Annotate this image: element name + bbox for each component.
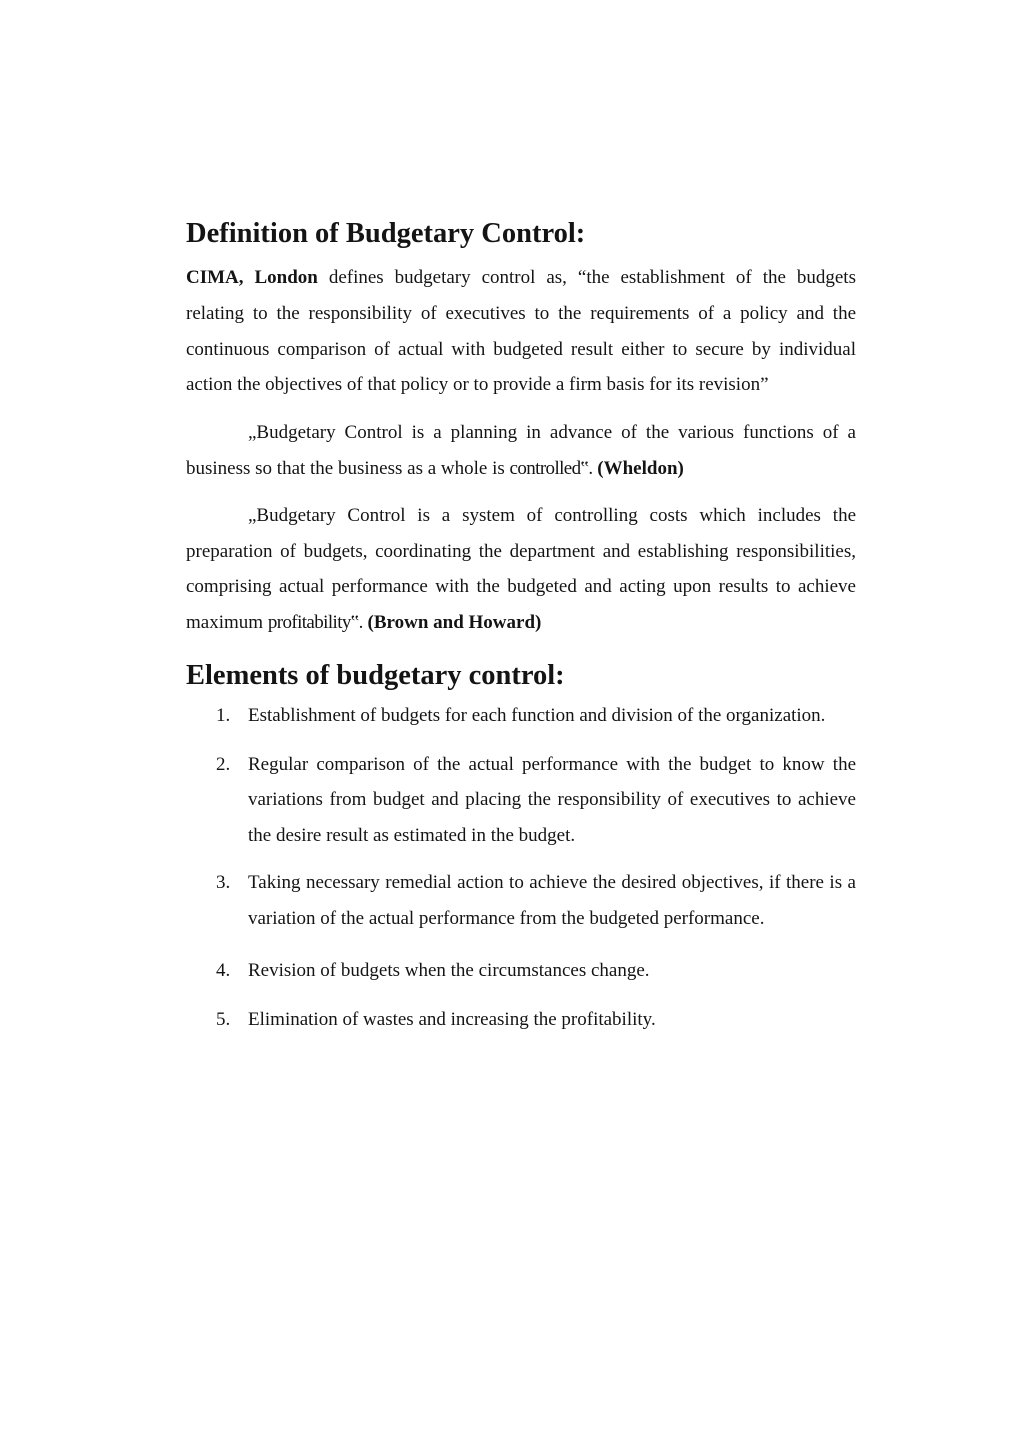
elements-list [186, 698, 856, 1037]
list-item [186, 953, 856, 989]
brown-howard-quote-text: „Budgetary Control is a system of controlling costs which includes the preparation of budgets, coordinating the department and establishing responsibilities, comprising actual performance with the budgeted and acting upon results to achieve maximum [186, 505, 856, 633]
document-page [186, 218, 856, 1037]
wheldon-quote [186, 415, 856, 486]
list-item [186, 747, 856, 854]
list-item-number: 4. [216, 960, 231, 982]
list-item [186, 698, 856, 734]
brown-howard-citation: (Brown and Howard) [367, 611, 542, 633]
definition-heading: Definition of Budgetary Control: [186, 218, 586, 249]
brown-howard-quote [186, 498, 856, 640]
list-item [186, 1002, 856, 1038]
wheldon-quote-tail: controlled‟. [509, 457, 593, 479]
list-item-text: Regular comparison of the actual performance with the budget to know the variations from budget and placing the responsibility of executives to achieve the desire result as estimated in the budget. [248, 753, 856, 846]
list-item-number: 5. [216, 1008, 231, 1030]
list-item-text: Taking necessary remedial action to achieve the desired objectives, if there is a variation of the actual performance from the budgeted performance. [248, 872, 856, 929]
elements-heading: Elements of budgetary control: [186, 660, 565, 692]
wheldon-citation: (Wheldon) [597, 457, 684, 479]
list-item-text: Revision of budgets when the circumstances change. [248, 960, 650, 982]
cima-london-label: CIMA, London [186, 267, 318, 288]
list-item [186, 865, 856, 936]
list-item-number: 1. [216, 705, 231, 727]
cima-definition-text: defines budgetary control as, “the establishment of the budgets relating to the responsibility of executives to the requirements of a policy and the continuous comparison of actual with budgeted result either to secure by individual action the objectives of that policy or to provide a firm basis for its revision” [186, 267, 856, 396]
list-item-text: Elimination of wastes and increasing the profitability. [248, 1008, 656, 1030]
wheldon-quote-text: „Budgetary Control is a planning in advance of the various functions of a business so that the business as a whole is [186, 422, 856, 479]
cima-definition-paragraph [186, 260, 856, 403]
brown-howard-quote-tail: profitability‟. [267, 611, 363, 633]
list-item-number: 2. [216, 753, 231, 775]
list-item-text: Establishment of budgets for each function and division of the organization. [248, 705, 826, 727]
list-item-number: 3. [216, 872, 231, 894]
